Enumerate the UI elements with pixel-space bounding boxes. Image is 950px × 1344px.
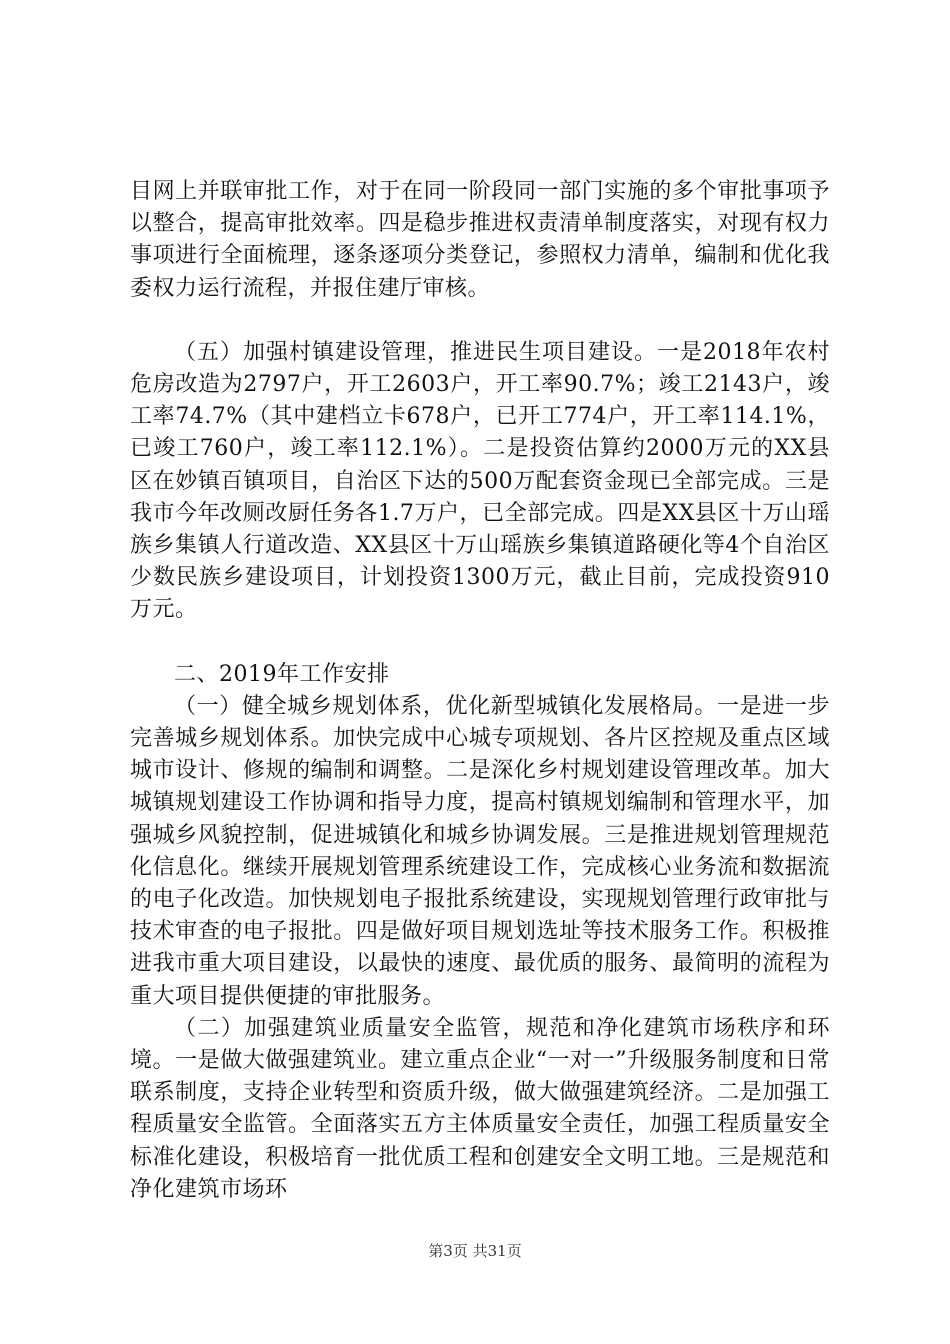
document-body xyxy=(130,176,830,1206)
paragraph-urban-rural-planning: （一）健全城乡规划体系，优化新型城镇化发展格局。一是进一步完善城乡规划体系。加快完成中心城专项规划、各片区控规及重点区域城市设计、修规的编制和调整。二是深化乡村规划建设管理改革。加大城镇规划建设工作协调和指导力度，提高村镇规划编制和管理水平，加强城乡风貌控制，促进城镇化和城乡协调发展。三是推进规划管理规范化信息化。继续开展规划管理系统建设工作，完成核心业务流和数据流的电子化改造。加快规划电子报批系统建设，实现规划管理行政审批与技术审查的电子报批。四是做好项目规划选址等技术服务工作。积极推进我市重大项目建设，以最快的速度、最优质的服务、最简明的流程为重大项目提供便捷的审批服务。 xyxy=(130,693,830,1009)
page-footer: 第3页 共31页 xyxy=(428,1242,522,1260)
paragraph-village-construction: （五）加强村镇建设管理，推进民生项目建设。一是2018年农村危房改造为2797户，开工2603户，开工率90.7%；竣工2143户，竣工率74.7%（其中建档立卡678户，已开工774户，开工率114.1%，已竣工760户，竣工率112.1%）。二是投资估算约2000万元的XX县区在妙镇百镇项目，自治区下达的500万配套资金现已全部完成。三是我市今年改厕改厨任务各1.7万户，已全部完成。四是XX县区十万山瑶族乡集镇人行道改造、XX县区十万山瑶族乡集镇道路硬化等4个自治区少数民族乡建设项目，计划投资1300万元，截止目前，完成投资910万元。 xyxy=(130,339,830,623)
paragraph-construction-safety: （二）加强建筑业质量安全监管，规范和净化建筑市场秩序和环境。一是做大做强建筑业。建立重点企业“一对一”升级服务制度和日常联系制度，支持企业转型和资质升级，做大做强建筑经济。二是加强工程质量安全监管。全面落实五方主体质量安全责任，加强工程质量安全标准化建设，积极培育一批优质工程和创建安全文明工地。三是规范和净化建筑市场环 xyxy=(130,1015,830,1202)
paragraph-gap xyxy=(130,305,830,337)
section-heading-2019-plan: 二、2019年工作安排 xyxy=(174,661,390,687)
paragraph-gap xyxy=(130,627,830,659)
paragraph-continued: 目网上并联审批工作，对于在同一阶段同一部门实施的多个审批事项予以整合，提高审批效率。四是稳步推进权责清单制度落实，对现有权力事项进行全面梳理，逐条逐项分类登记，参照权力清单，编制和优化我委权力运行流程，并报住建厅审核。 xyxy=(130,179,830,301)
